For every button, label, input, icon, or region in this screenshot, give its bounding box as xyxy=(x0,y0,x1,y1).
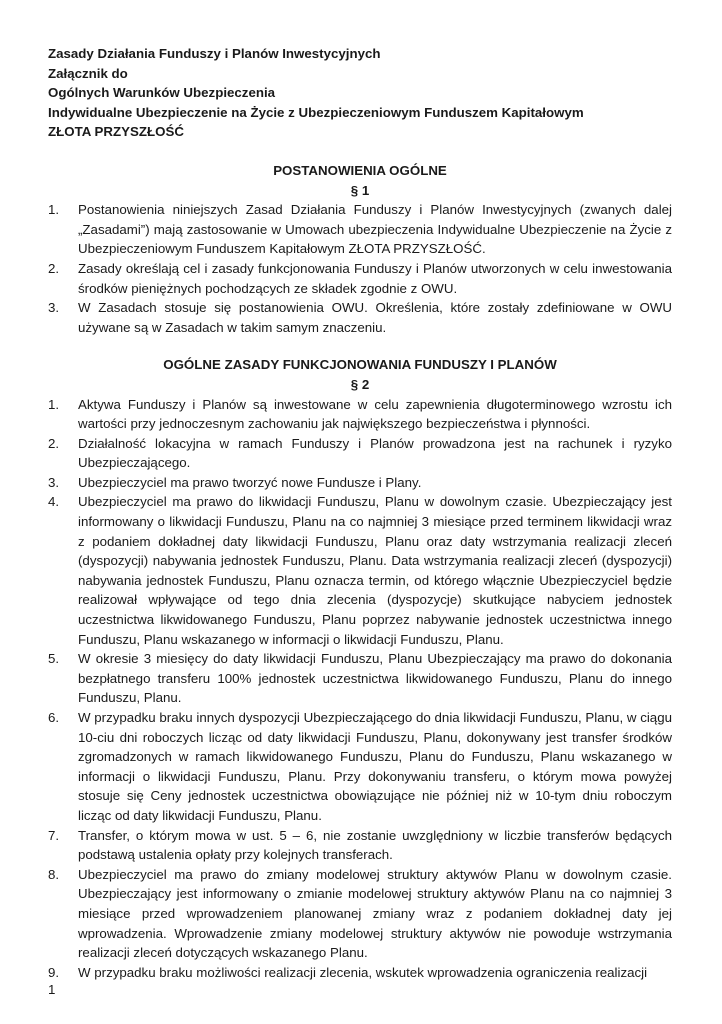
document-header xyxy=(48,44,672,142)
list-item xyxy=(48,200,672,259)
header-title: Zasady Działania Funduszy i Planów Inwestycyjnych xyxy=(48,46,381,61)
provision-list xyxy=(48,200,672,337)
list-number: 1. xyxy=(48,396,60,412)
list-text: W przypadku braku możliwości realizacji zlecenia, wskutek wprowadzenia ograniczenia realizacji xyxy=(78,964,648,980)
list-text: Transfer, o którym mowa w ust. 5 – 6, nie zostanie uwzględniony w liczbie transferów będących podstawą ustalenia opłaty przy kolejnych transferach. xyxy=(78,827,672,863)
list-item xyxy=(48,298,672,337)
header-owu: Ogólnych Warunków Ubezpieczenia xyxy=(48,85,276,101)
list-text: Ubezpieczyciel ma prawo do zmiany modelowej struktury aktywów Planu w dowolnym czasie. Ubezpieczający jest informowany o zmianie modelowej struktury aktywów Planu na co najmniej 3 miesiące przed wprowadzeniem planowanej zmiany wraz z podaniem dokładnej daty jej wprowadzenia. Wprowadzenie zmiany modelowej struktury aktywów nie powoduje wstrzymania realizacji zleceń dotyczących wskazanego Planu. xyxy=(78,866,672,961)
list-number: 1. xyxy=(48,202,60,218)
list-number: 3. xyxy=(48,474,60,490)
list-number: 4. xyxy=(48,494,60,510)
list-text: W okresie 3 miesięcy do daty likwidacji Funduszu, Planu Ubezpieczający ma prawo do dokonania bezpłatnego transferu 100% jednostek uczestnictwa likwidowanego Funduszu, Planu do innego Funduszu, Planu. xyxy=(78,651,672,706)
list-item xyxy=(48,708,672,826)
list-item xyxy=(48,492,672,649)
list-item xyxy=(48,473,672,493)
header-product-name: ZŁOTA PRZYSZŁOŚĆ xyxy=(48,124,184,140)
page-number: 1 xyxy=(48,982,56,997)
list-item xyxy=(48,259,672,298)
list-item xyxy=(48,434,672,473)
paragraph-mark: § 1 xyxy=(350,182,370,198)
section-general-provisions xyxy=(48,161,672,337)
list-text: Ubezpieczyciel ma prawo tworzyć nowe Fundusze i Plany. xyxy=(78,474,422,490)
list-number: 8. xyxy=(48,866,60,882)
list-item xyxy=(48,963,672,983)
provision-list xyxy=(48,395,672,983)
section-fund-rules xyxy=(48,355,672,982)
list-number: 2. xyxy=(48,435,60,451)
list-text: W przypadku braku innych dyspozycji Ubezpieczającego do dnia likwidacji Funduszu, Planu, w ciągu 10-ciu dni roboczych licząc od daty likwidacji Funduszu, Planu, dokonywany jest transfer środków zgromadzonych w ramach likwidowanego Funduszu, Planu do Funduszu, Planu wskazanego w informacji o likwidacji Funduszu, Planu. Przy dokonywaniu transferu, o którym mowa powyżej stosuje się Ceny jednostek uczestnictwa obowiązujące nie później niż w 10-tym dniu roboczym licząc od daty likwidacji Funduszu, Planu. xyxy=(78,710,672,823)
section-title: OGÓLNE ZASADY FUNKCJONOWANIA FUNDUSZY I PLANÓW xyxy=(163,357,557,373)
list-item xyxy=(48,649,672,708)
list-text: Aktywa Funduszy i Planów są inwestowane w celu zapewnienia długoterminowego wzrostu ich wartości przy jednoczesnym zachowaniu jak największego bezpieczeństwa i płynności. xyxy=(78,396,672,432)
list-item xyxy=(48,826,672,865)
list-number: 6. xyxy=(48,710,60,725)
paragraph-mark: § 2 xyxy=(350,376,370,392)
list-number: 7. xyxy=(48,827,60,843)
list-text: Działalność lokacyjna w ramach Funduszy i Planów prowadzona jest na rachunek i ryzyko Ubezpieczającego. xyxy=(78,435,672,471)
list-number: 9. xyxy=(48,964,60,980)
section-title: POSTANOWIENIA OGÓLNE xyxy=(273,162,447,178)
header-product: Indywidualne Ubezpieczenie na Życie z Ubezpieczeniowym Funduszem Kapitałowym xyxy=(48,104,584,120)
list-item xyxy=(48,865,672,963)
list-text: W Zasadach stosuje się postanowienia OWU. Określenia, które zostały zdefiniowane w OWU używane są w Zasadach w takim samym znaczeniu. xyxy=(78,300,672,335)
list-text: Ubezpieczyciel ma prawo do likwidacji Funduszu, Planu w dowolnym czasie. Ubezpieczający jest informowany o likwidacji Funduszu, Planu na co najmniej 3 miesiące przed terminem likwidacji wraz z podaniem dokładnej daty likwidacji Funduszu, Planu oraz daty wstrzymania realizacji zleceń (dyspozycji) nabywania jednostek Funduszu, Planu. Data wstrzymania realizacji zleceń (dyspozycji) nabywania jednostek Funduszu, Planu oznacza termin, od którego włącznie Ubezpieczyciel będzie realizował wpływające od tego dnia zlecenia (dyspozycje) skutkujące nabyciem jednostek uczestnictwa likwidowanego Funduszu, Planu poprzez nabywanie jednostek uczestnictwa innego Funduszu, Planu wskazanego w informacji o likwidacji Funduszu, Planu. xyxy=(78,494,672,647)
list-number: 3. xyxy=(48,300,60,316)
list-text: Postanowienia niniejszych Zasad Działania Funduszy i Planów Inwestycyjnych (zwanych dalej „Zasadami”) mają zastosowanie w Umowach ubezpieczenia Indywidualne Ubezpieczenie na Życie z Ubezpieczeniowym Funduszem Kapitałowym ZŁOTA PRZYSZŁOŚĆ. xyxy=(78,202,672,257)
document-page xyxy=(48,44,672,982)
header-attachment: Załącznik do xyxy=(48,65,128,81)
list-item xyxy=(48,395,672,434)
list-number: 5. xyxy=(48,651,60,667)
list-number: 2. xyxy=(48,260,60,276)
list-text: Zasady określają cel i zasady funkcjonowania Funduszy i Planów utworzonych w celu inwestowania środków pieniężnych pochodzących ze składek zgodnie z OWU. xyxy=(78,260,672,296)
